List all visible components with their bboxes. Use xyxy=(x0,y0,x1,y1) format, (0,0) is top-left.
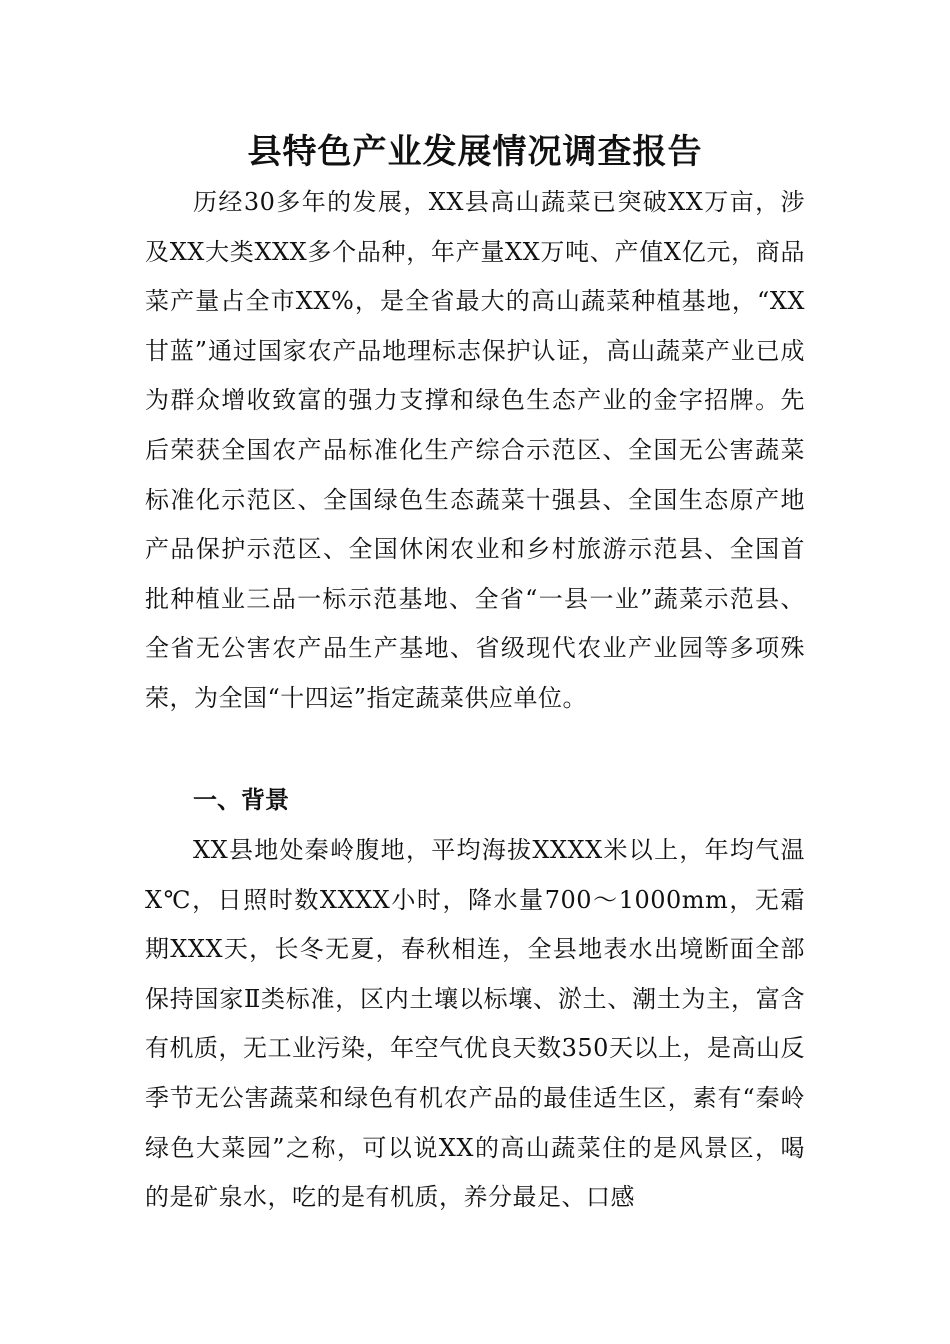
document-title: 县特色产业发展情况调查报告 xyxy=(247,132,703,172)
section-heading-background: 一、背景 xyxy=(193,786,289,814)
background-paragraph: XX县地处秦岭腹地，平均海拔XXXX米以上，年均气温X℃，日照时数XXXX小时，降水量700～1000mm，无霜期XXX天，长冬无夏，春秋相连，全县地表水出境断面全部保持国家Ⅱ类标准，区内土壤以标壤、淤土、潮土为主，富含有机质，无工业污染，年空气优良天数350天以上，是高山反季节无公害蔬菜和绿色有机农产品的最佳适生区，素有“秦岭绿色大菜园”之称，可以说XX的高山蔬菜住的是风景区，喝的是矿泉水，吃的是有机质，养分最足、口感 xyxy=(145,836,805,1212)
intro-paragraph: 历经30多年的发展，XX县高山蔬菜已突破XX万亩，涉及XX大类XXX多个品种，年产量XX万吨、产值X亿元，商品菜产量占全市XX%，是全省最大的高山蔬菜种植基地，“XX甘蓝”通过国家农产品地理标志保护认证，高山蔬菜产业已成为群众增收致富的强力支撑和绿色生态产业的金字招牌。先后荣获全国农产品标准化生产综合示范区、全国无公害蔬菜标准化示范区、全国绿色生态蔬菜十强县、全国生态原产地产品保护示范区、全国休闲农业和乡村旅游示范县、全国首批种植业三品一标示范基地、全省“一县一业”蔬菜示范县、全省无公害农产品生产基地、省级现代农业产业园等多项殊荣，为全国“十四运”指定蔬菜供应单位。 xyxy=(145,188,805,712)
